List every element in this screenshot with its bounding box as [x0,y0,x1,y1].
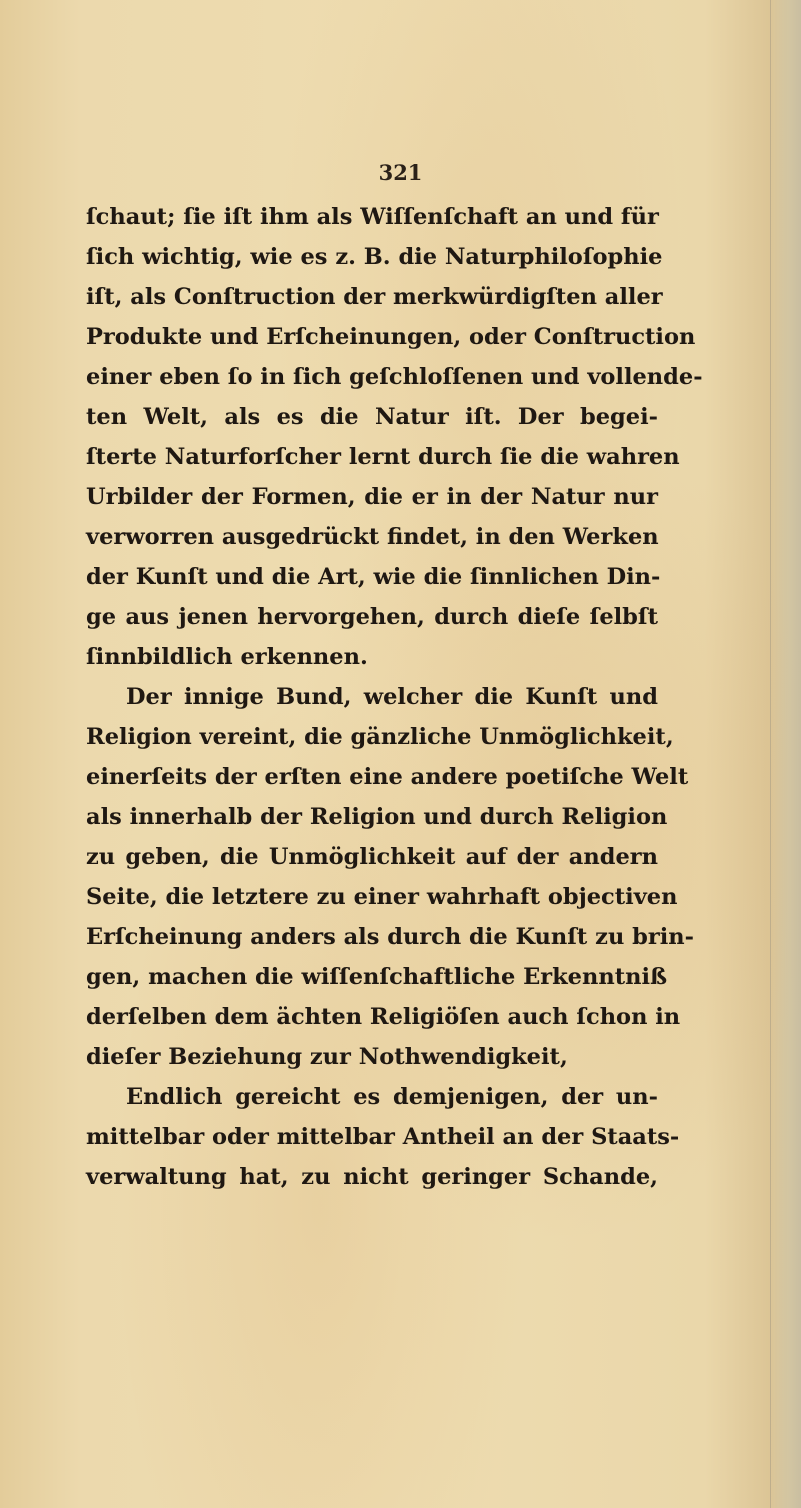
paragraph-end-line: ſinnbildlich erkennen. [86,644,368,670]
text-line: Urbilder der Formen, die er in der Natur nur [86,484,658,510]
text-line: derſelben dem ächten Religiöſen auch ſchon in [86,1004,681,1030]
text-line: als innerhalb der Religion und durch Religion [86,804,668,830]
text-line: einerſeits der erſten eine andere poetiſche Welt [86,764,689,790]
body-text [86,197,703,1197]
text-line: Seite, die letztere zu einer wahrhaft objectiven [86,884,678,910]
text-line: ſich wichtig, wie es z. B. die Naturphiloſophie [86,244,663,270]
text-line: Produkte und Erſcheinungen, oder Conſtruction [86,324,696,350]
text-line: der Kunſt und die Art, wie die ſinnlichen Din- [86,564,661,590]
text-line: verwaltung hat, zu nicht geringer Schande, [86,1164,658,1190]
text-line: Religion vereint, die gänzliche Unmöglichkeit, [86,724,674,750]
text-line: ſterte Naturforſcher lernt durch ſie die wahren [86,444,680,470]
text-line: verworren ausgedrückt findet, in den Werken [86,524,659,550]
text-line: zu geben, die Unmöglichkeit auf der andern [86,844,658,870]
text-line: iſt, als Conſtruction der merkwürdigſten aller [86,284,663,310]
text-line: Erſcheinung anders als durch die Kunſt zu brin- [86,924,694,950]
page-number: 321 [378,160,423,185]
text-line: mittelbar oder mittelbar Antheil an der Staats- [86,1124,680,1150]
paragraph-start-line: Der innige Bund, welcher die Kunſt und [126,684,658,710]
paragraph-start-line: Endlich gereicht es demjenigen, der un- [126,1084,658,1110]
text-line: einer eben ſo in ſich geſchloſſenen und vollende- [86,364,703,390]
text-line: ſchaut; ſie iſt ihm als Wiſſenſchaft an und für [86,204,659,230]
text-line: ten Welt, als es die Natur iſt. Der begei- [86,404,658,430]
page-edge [770,0,801,1508]
text-line: gen, machen die wiſſenſchaftliche Erkenntniß [86,964,668,990]
paragraph-end-line: dieſer Beziehung zur Nothwendigkeit, [86,1044,568,1070]
text-line: ge aus jenen hervorgehen, durch dieſe ſelbſt [86,604,658,630]
